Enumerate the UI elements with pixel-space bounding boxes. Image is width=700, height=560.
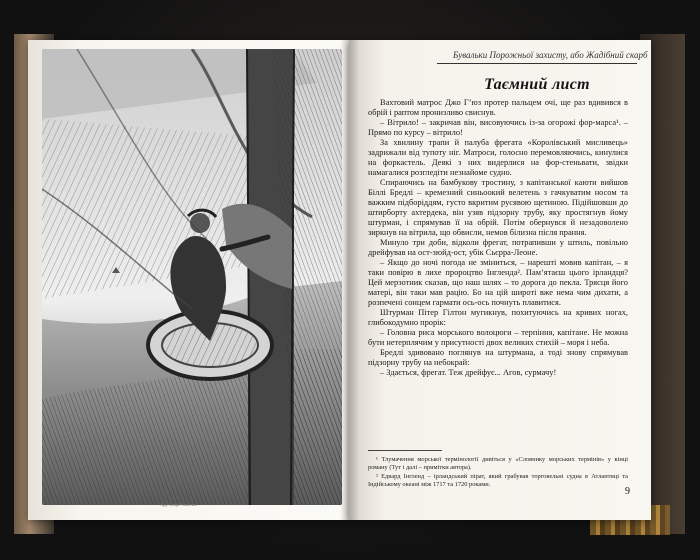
paragraph: – Якщо до ночі погода не зміниться, – нарешті мовив капітан, – я таки повірю в лихе пророцтво Інгленда². Пам’ятаєш цього ірландця? Цей мерзотник сказав, що наш шлях – то дорога до пекла. Трясця його матері, він таки мав рацію. Бо на цій широті вже нема чим дихати, а розпечені сонцем гармати ось-ось почнуть плавитися. <box>368 258 628 307</box>
running-head-rule <box>437 63 637 64</box>
paragraph: Минуло три доби, відколи фрегат, потрапивши у штиль, повільно дрейфував на ост-зюйд-ост, убік Сьєрра-Леоне. <box>368 238 628 257</box>
footnote: ¹ Тлумачення морської термінології дивіться у «Словнику морських термінів» у кінці роману (Тут і далі – примітки автора). <box>368 456 628 471</box>
paragraph: – Вітрило! – закричав він, висовуючись із-за огорожі фор-марса¹. – Прямо по курсу – вітрило! <box>368 118 628 137</box>
paragraph: – Здається, фрегат. Теж дрейфує... Агов, сурмачу! <box>380 368 557 377</box>
illustration-credit: Худ. Sergii Pavlenko <box>160 502 197 507</box>
sailor-head <box>190 213 210 233</box>
paragraph: Штурман Пітер Гілтон мугикнув, похитуючись на кривих ногах, глибокодумно прорік: <box>368 308 628 327</box>
footnote-rule <box>368 450 442 451</box>
right-page <box>349 40 651 520</box>
chapter-title: Таємний лист <box>484 76 590 93</box>
footnote: ² Едвард Інгленд – ірландський пірат, який грабував торговельні судна в Атлантиці та Індійському океані між 1717 та 1720 роками. <box>368 473 628 488</box>
paragraph: Бредлі здивовано поглянув на штурмана, а тоді знову спрямував підзорну трубу на небокрай: <box>368 348 628 367</box>
left-page <box>28 40 350 520</box>
paragraph: Вахтовий матрос Джо Г’юз протер пальцем очі, ще раз вдивився в обрій і раптом пронизливо свиснув. <box>368 98 628 117</box>
pencil-drawing <box>42 49 342 505</box>
paragraph: Спираючись на бамбукову тростину, з капітанської каюти вийшов Біллі Бредлі – кремезний синьоокий велетень з гачкуватим носом та важким підборіддям, густо вкритим русявою щетиною. Підійшовши до штирборту ахтердека, він узяв підзорну трубу, яку простягнув йому штурман, і спрямував її на обрій. Потім обернувся й незадоволено зиркнув на вітрила, що обвисли, немов білизна після прання. <box>368 178 628 237</box>
paragraph: За хвилину трапи й палуба фрегата «Королівський мисливець» задрижали від тупоту ніг. Матроси, голосно перемовляючись, кинулися на форкастель. Деякі з них видерлися на фор-стеньвати, звідки намагалися розгледіти незнайоме судно. <box>368 138 628 177</box>
book-spine-shadow <box>340 40 360 520</box>
running-head: Бувальки Порожньої захисту, або Жадібний скарб <box>453 50 648 60</box>
page-number: 9 <box>625 486 630 497</box>
footnotes <box>368 450 628 490</box>
chapter-text <box>368 98 628 378</box>
ship-illustration <box>42 49 342 505</box>
paragraph: – Головна риса морського волоцюги – терпіння, капітане. Не можна бути нетерплячим у присутності двох великих стихій – моря і неба. <box>368 328 628 347</box>
